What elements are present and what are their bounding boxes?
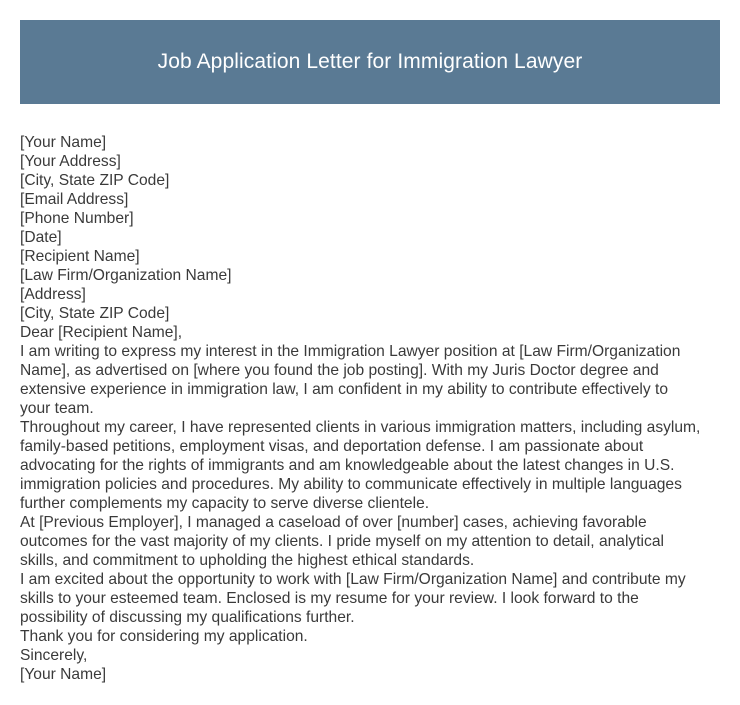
paragraph-line: I am writing to express my interest in the Immigration Lawyer position at [Law Firm/Organization: [20, 343, 681, 360]
paragraph-line: further complements my capacity to serve diverse clientele.: [20, 495, 430, 512]
paragraph-line: I am excited about the opportunity to work with [Law Firm/Organization Name] and contribute my: [20, 571, 686, 588]
salutation: Dear [Recipient Name],: [20, 324, 183, 341]
sender-block: [20, 133, 720, 247]
paragraph-line: advocating for the rights of immigrants and am knowledgeable about the latest changes in U.S.: [20, 457, 675, 474]
recipient-organization: [Law Firm/Organization Name]: [20, 267, 232, 284]
paragraph-line: possibility of discussing my qualifications further.: [20, 609, 355, 626]
recipient-address: [Address]: [20, 286, 86, 303]
sender-address: [Your Address]: [20, 153, 121, 170]
thank-you-line: Thank you for considering my application.: [20, 628, 308, 645]
page-title: Job Application Letter for Immigration Lawyer: [157, 50, 583, 73]
paragraph-line: Throughout my career, I have represented clients in various immigration matters, including asylum,: [20, 419, 701, 436]
signature-name: [Your Name]: [20, 666, 107, 683]
paragraph-experience: [20, 418, 720, 513]
paragraph-line: Name], as advertised on [where you found the job posting]. With my Juris Doctor degree and: [20, 362, 659, 379]
recipient-block: [20, 247, 720, 323]
paragraph-achievements: [20, 513, 720, 570]
paragraph-closing: [20, 570, 720, 627]
paragraph-line: your team.: [20, 400, 94, 417]
recipient-name: [Recipient Name]: [20, 248, 140, 265]
sender-email: [Email Address]: [20, 191, 129, 208]
sender-phone: [Phone Number]: [20, 210, 134, 227]
paragraph-line: immigration policies and procedures. My ability to communicate effectively in multiple languages: [20, 476, 682, 493]
paragraph-intro: [20, 342, 720, 418]
paragraph-line: family-based petitions, employment visas, and deportation defense. I am passionate about: [20, 438, 644, 455]
paragraph-line: outcomes for the vast majority of my clients. I pride myself on my attention to detail, analytical: [20, 533, 664, 550]
closing: Sincerely,: [20, 647, 88, 664]
sender-name: [Your Name]: [20, 134, 107, 151]
paragraph-line: skills, and commitment to upholding the highest ethical standards.: [20, 552, 475, 569]
letter-date: [Date]: [20, 229, 62, 246]
sender-city-state-zip: [City, State ZIP Code]: [20, 172, 170, 189]
paragraph-line: skills to your esteemed team. Enclosed is my resume for your review. I look forward to the: [20, 590, 639, 607]
paragraph-line: At [Previous Employer], I managed a caseload of over [number] cases, achieving favorable: [20, 514, 647, 531]
letter-body: [20, 133, 720, 684]
recipient-city-state-zip: [City, State ZIP Code]: [20, 305, 170, 322]
paragraph-line: extensive experience in immigration law, I am confident in my ability to contribute effectively to: [20, 381, 669, 398]
title-banner: [20, 20, 720, 104]
